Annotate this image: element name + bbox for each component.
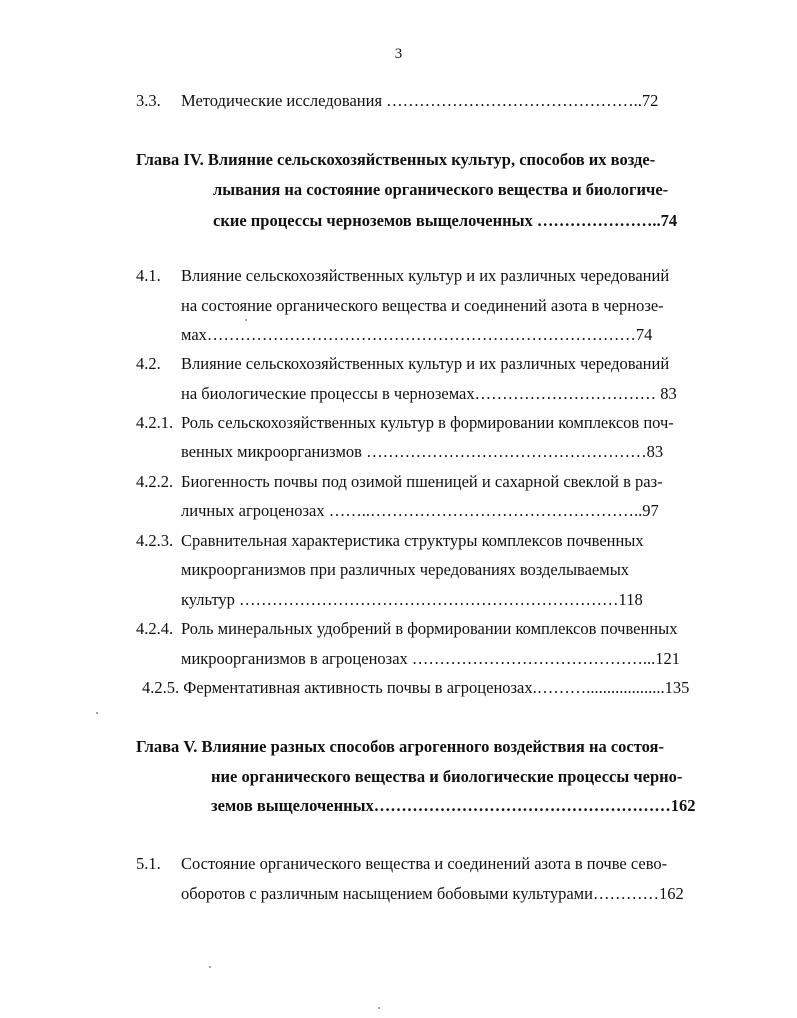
toc-number-4-2-3: 4.2.3. [136,531,174,550]
toc-number-4-2: 4.2. [136,354,161,373]
toc-entry-4-2-3-line-1: Сравнительная характеристика структуры комплексов почвенных [181,531,644,550]
scan-speck [245,319,247,321]
toc-entry-3-3: Методические исследования ………………………………………..72 [181,91,659,110]
toc-number-3-3: 3.3. [136,91,161,110]
chapter-4-heading-line-2: лывания на состояние органического вещества и биологиче- [213,180,669,199]
toc-number-4-2-2: 4.2.2. [136,472,174,491]
chapter-4-heading-line-1: Глава IV. Влияние сельскохозяйственных культур, способов их возде- [136,150,656,169]
chapter-5-heading-line-2: ние органического вещества и биологические процессы черно- [211,767,683,786]
toc-entry-4-1-line-3: мах……………………………………………………………………74 [181,325,653,344]
page-number: 3 [394,46,403,62]
toc-entry-4-2-3-line-2: микроорганизмов при различных чередованиях возделываемых [181,560,630,579]
toc-entry-4-2-1-line-2: венных микроорганизмов ……………………………………………83 [181,442,664,461]
scan-speck [378,1007,380,1009]
toc-number-5-1: 5.1. [136,854,161,873]
toc-number-4-2-4: 4.2.4. [136,619,174,638]
toc-entry-5-1-line-1: Состояние органического вещества и соединений азота в почве сево- [181,854,668,873]
toc-entry-5-1-line-2: оборотов с различным насыщением бобовыми культурами…………162 [181,884,684,903]
toc-entry-4-2-4-line-2: микроорганизмов в агроценозах ……………………………………...121 [181,649,681,668]
toc-entry-4-1-line-1: Влияние сельскохозяйственных культур и их различных чередований [181,266,670,285]
toc-entry-4-2-2-line-2: личных агроценозах ……..…………………………………………..97 [181,501,659,520]
toc-entry-4-2-5: 4.2.5. Ферментативная активность почвы в агроценозах.………...................135 [142,678,690,697]
toc-number-4-1: 4.1. [136,266,161,285]
chapter-5-heading-line-3: земов выщелоченных………………………………………………162 [211,796,696,815]
chapter-4-heading-line-3: ские процессы черноземов выщелоченных …………………..74 [213,211,678,230]
toc-entry-4-2-line-1: Влияние сельскохозяйственных культур и их различных чередований [181,354,670,373]
toc-entry-4-2-1-line-1: Роль сельскохозяйственных культур в формировании комплексов поч- [181,413,674,432]
toc-entry-4-2-3-line-3: культур ……………………………………………………………118 [181,590,643,609]
scan-speck [209,966,211,968]
toc-entry-4-2-2-line-1: Биогенность почвы под озимой пшеницей и сахарной свеклой в раз- [181,472,663,491]
chapter-5-heading-line-1: Глава V. Влияние разных способов агрогенного воздействия на состоя- [136,737,664,756]
toc-entry-4-2-4-line-1: Роль минеральных удобрений в формировании комплексов почвенных [181,619,678,638]
toc-entry-4-2-line-2: на биологические процессы в черноземах…………………………… 83 [181,384,677,403]
scan-speck [96,712,98,714]
toc-number-4-2-1: 4.2.1. [136,413,174,432]
toc-entry-4-1-line-2: на состояние органического вещества и соединений азота в чернозе- [181,296,664,315]
